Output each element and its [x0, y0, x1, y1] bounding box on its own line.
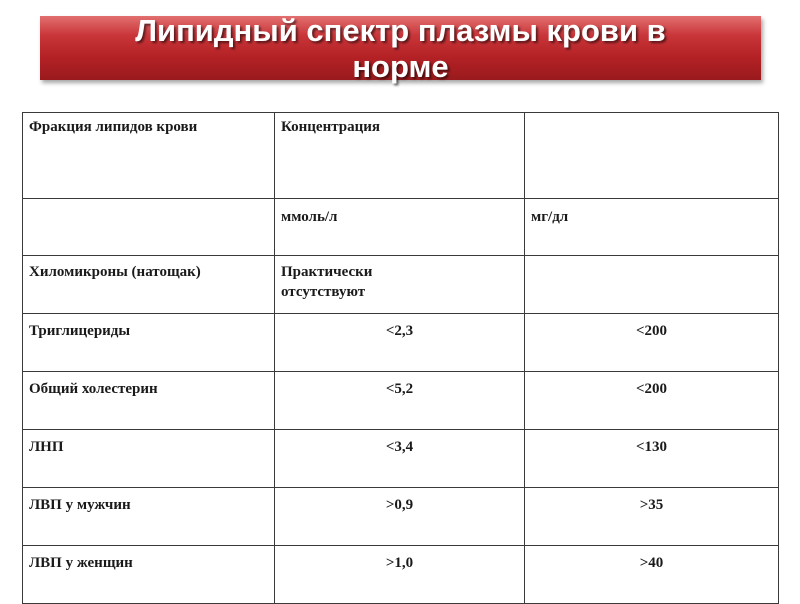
- chylomicrons-value-line-2: отсутствуют: [281, 284, 366, 300]
- header-fraction-cell: Фракция липидов крови: [23, 113, 275, 199]
- row-label: Хиломикроны (натощак): [23, 256, 275, 314]
- row-mmol-value: >1,0: [275, 546, 525, 604]
- row-mmol-value: [275, 256, 525, 314]
- table-units-row: [23, 199, 779, 256]
- row-mgdl-value: [525, 256, 779, 314]
- slide-title: [40, 13, 761, 85]
- table-row-hdl-women: [23, 546, 779, 604]
- units-mgdl-cell: мг/дл: [525, 199, 779, 256]
- row-mgdl-value: <130: [525, 430, 779, 488]
- table-header-row: [23, 113, 779, 199]
- units-mmol-cell: ммоль/л: [275, 199, 525, 256]
- row-mgdl-value: <200: [525, 314, 779, 372]
- slide-title-line-2: норме: [352, 49, 449, 84]
- row-label: ЛВП у женщин: [23, 546, 275, 604]
- row-mmol-value: >0,9: [275, 488, 525, 546]
- row-label: ЛНП: [23, 430, 275, 488]
- table-row-triglycerides: [23, 314, 779, 372]
- slide-title-line-1: Липидный спектр плазмы крови в: [135, 13, 666, 48]
- header-empty-cell: [525, 113, 779, 199]
- row-mgdl-value: <200: [525, 372, 779, 430]
- row-mmol-value: <2,3: [275, 314, 525, 372]
- header-concentration-cell: Концентрация: [275, 113, 525, 199]
- table-row-hdl-men: [23, 488, 779, 546]
- chylomicrons-value-line-1: Практически: [281, 264, 373, 280]
- row-mmol-value: <5,2: [275, 372, 525, 430]
- table-row-chylomicrons: [23, 256, 779, 314]
- row-mgdl-value: >40: [525, 546, 779, 604]
- lipid-spectrum-table: [22, 112, 779, 604]
- row-label: Триглицериды: [23, 314, 275, 372]
- units-empty-cell: [23, 199, 275, 256]
- row-mmol-value: <3,4: [275, 430, 525, 488]
- table-row-ldl: [23, 430, 779, 488]
- row-mgdl-value: >35: [525, 488, 779, 546]
- table-row-total-cholesterol: [23, 372, 779, 430]
- row-label: Общий холестерин: [23, 372, 275, 430]
- row-label: ЛВП у мужчин: [23, 488, 275, 546]
